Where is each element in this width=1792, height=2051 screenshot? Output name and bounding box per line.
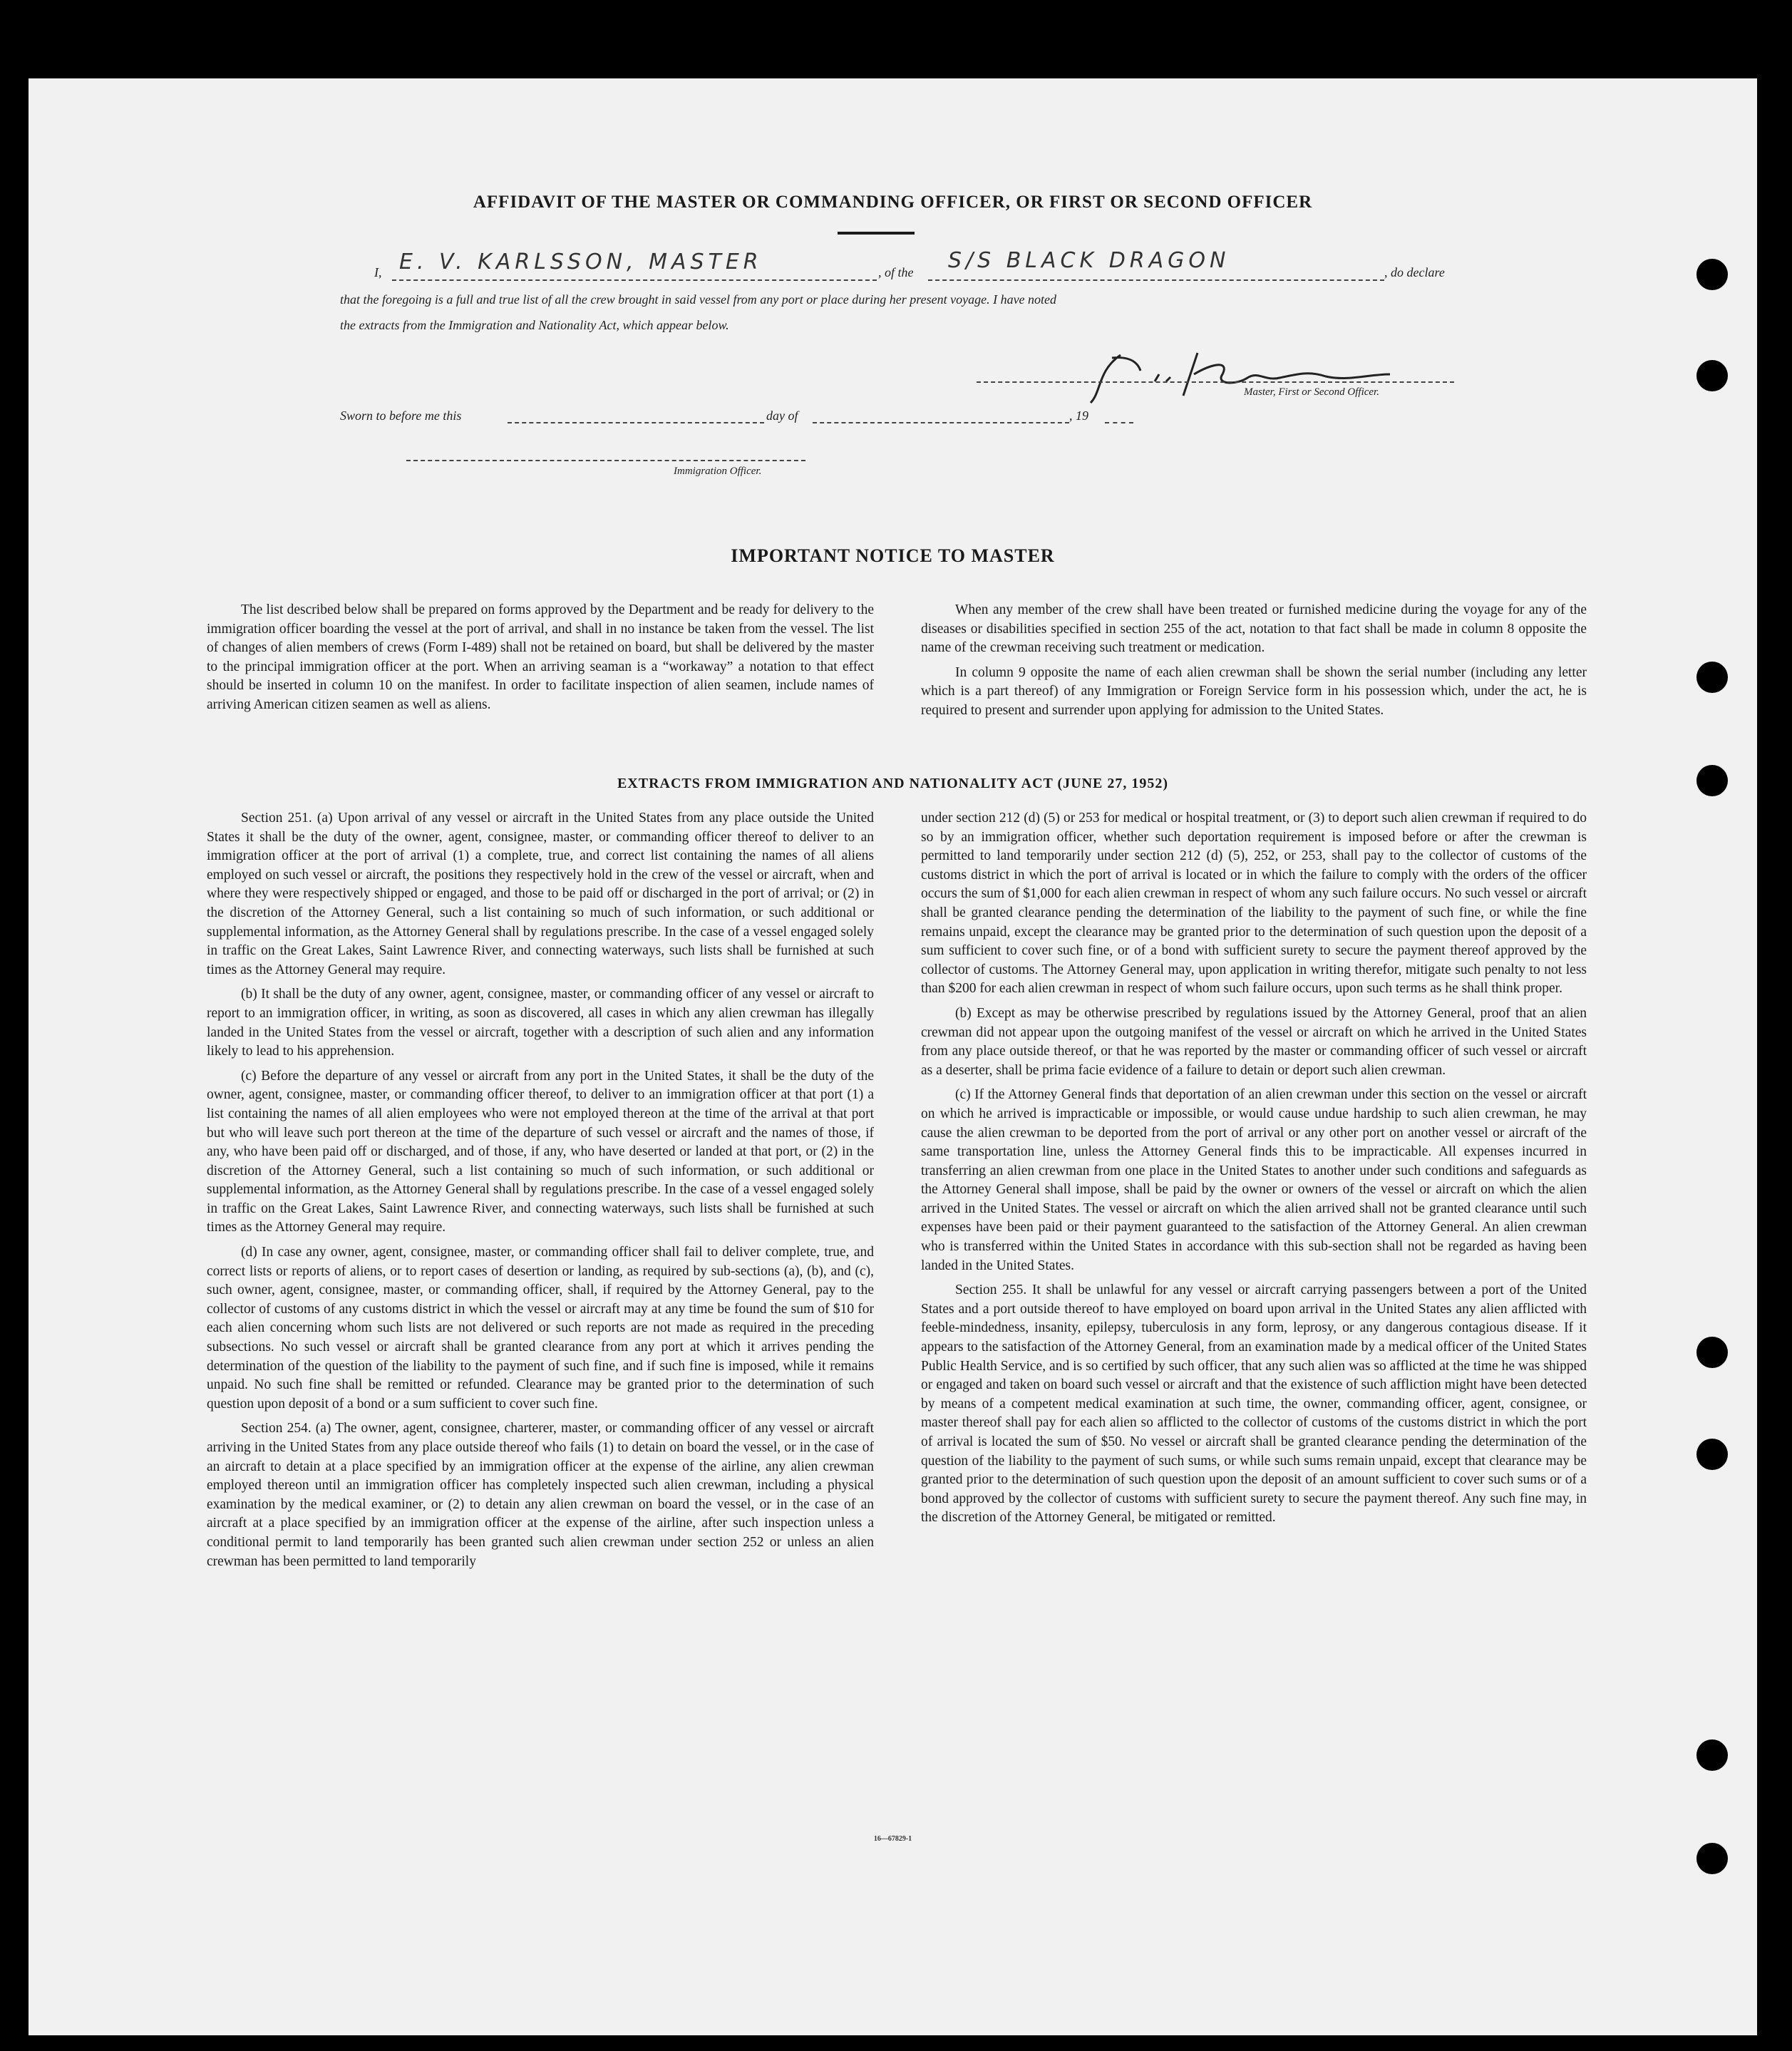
section-paragraph: (c) Before the departure of any vessel or aircraft from any port in the United States, it shall be the duty of the owner, agent, consignee, master, or commanding officer thereof, to deliver to an immigration officer at that port (1) a list containing the names of all alien employees who were not employed thereon at the time of the arrival at that port but who will leave such port thereon at the time of the departure of such vessel or aircraft and the names of those, if any, who have been paid off or discharged, and of those, if any, who have deserted or landed at that port, or (2) in the discretion of the Attorney General, such a list containing so much of such information, or such additional or supplemental information, as the Attorney General shall by regulations prescribe. In the case of a vessel engaged solely in traffic on the Great Lakes, Saint Lawrence River, and connecting waterways, such lists shall be furnished at such times as the Attorney General may require.: [207, 1068, 874, 1235]
sworn-year-line: [1105, 422, 1133, 423]
sworn-label: Sworn to before me this: [340, 408, 462, 423]
notice-title: IMPORTANT NOTICE TO MASTER: [731, 545, 1055, 566]
binder-hole: [1696, 1739, 1728, 1771]
section-paragraph: (b) Except as may be otherwise prescribed by regulations issued by the Attorney General, proof that an alien crewman did not appear upon the outgoing manifest of the vessel or aircraft on which he arrived in the United States from any place outside thereof, or that he was reported by the master or commanding officer of such vessel or aircraft as a deserter, shall be prima facie evidence of a failure to detain or deport such alien crewman.: [921, 1005, 1587, 1078]
signature-caption: Master, First or Second Officer.: [1244, 386, 1379, 398]
document-page: [29, 78, 1757, 2035]
officer-signature-line: [406, 460, 805, 461]
signature-line: [977, 381, 1454, 383]
name-line: [392, 279, 877, 281]
section-paragraph: Section 251. (a) Upon arrival of any vessel or aircraft in the United States from any place outside the United States it shall be the duty of the owner, agent, consignee, master, or commanding officer thereof to deliver to an immigration officer at the port of arrival (1) a complete, true, and correct list containing the names of all aliens employed on such vessel or aircraft, the positions they respectively hold in the crew of the vessel or aircraft, when and where they were respectively shipped or engaged, and those to be paid off or discharged in the port of arrival; or (2) in the discretion of the Attorney General, such a list containing so much of such information, or such additional or supplemental information, as the Attorney General shall by regulations prescribe. In the case of a vessel engaged solely in traffic on the Great Lakes, Saint Lawrence River, and connecting waterways, such lists shall be furnished at such times as the Attorney General may require.: [207, 811, 874, 977]
extracts-left-column: [207, 809, 874, 1577]
section-paragraph: (b) It shall be the duty of any owner, agent, consignee, master, or commanding officer of any vessel or aircraft to report to an immigration officer, in writing, as soon as discovered, all cases in which any alien crewman has illegally landed in the United States from the vessel or aircraft, together with a description of such alien and any information likely to lead to his apprehension.: [207, 987, 874, 1059]
statement-line-2: the extracts from the Immigration and Nationality Act, which appear below.: [340, 318, 729, 332]
binder-hole: [1696, 765, 1728, 796]
section-paragraph: (d) In case any owner, agent, consignee, master, or commanding officer shall fail to deliver complete, true, and correct lists or reports of aliens, or to report cases of desertion or landing, as required by sub-sections (a), (b), and (c), such owner, agent, consignee, master, or commanding officer, shall, if required by the Attorney General, pay to the collector of customs of any customs district in which the vessel or aircraft may at any time be found the sum of $10 for each alien concerning whom such lists are not delivered or such reports are not made as required in the preceding subsections. No such vessel or aircraft shall be granted clearance from any port at which it arrives pending the determination of the question of the liability to the payment of such fine, and if such fine is imposed, while it remains unpaid. No such fine shall be remitted or refunded. Clearance may be granted prior to the determination of such question upon deposit of a bond or a sum sufficient to cover such fine.: [207, 1245, 874, 1412]
binder-hole: [1696, 360, 1728, 391]
notice-left-column: [207, 601, 874, 721]
sworn-month-line: [813, 422, 1069, 423]
binder-hole: [1696, 1337, 1728, 1368]
notice-paragraph: The list described below shall be prepared on forms approved by the Department and be ready for delivery to the immigration officer boarding the vessel at the port of arrival, and shall in no instance be taken from the vessel. The list of changes of alien members of crews (Form I-489) shall not be retained on board, but shall be delivered by the master to the principal immigration officer at the port. When an arriving seaman is a “workaway” a notation to that effect should be inserted in column 10 on the manifest. In order to facilitate inspection of alien seamen, include names of arriving American citizen seamen as well as aliens.: [207, 602, 874, 712]
affidavit-title: AFFIDAVIT OF THE MASTER OR COMMANDING OFFICER, OR FIRST OR SECOND OFFICER: [473, 192, 1313, 212]
notice-paragraph: In column 9 opposite the name of each alien crewman shall be shown the serial number (including any letter which is a part thereof) of any Immigration or Foreign Service form in his possession which, under the act, he is required to present and surrender upon applying for admission to the United States.: [921, 664, 1587, 718]
day-of-label: day of: [766, 408, 798, 423]
binder-hole: [1696, 259, 1728, 290]
extracts-title: EXTRACTS FROM IMMIGRATION AND NATIONALITY ACT (JUNE 27, 1952): [617, 776, 1169, 791]
vessel-line: [928, 279, 1384, 281]
section-paragraph: under section 212 (d) (5) or 253 for medical or hospital treatment, or (3) to deport such alien crewman if required to do so by an immigration officer, whether such deportation requirement is imposed before or after the crewman is permitted to land temporarily under section 212 (d) (5), 252, or 253, shall pay to the collector of customs of the customs district in which the port of arrival is located or in which the failure to comply with the orders of the officer occurs the sum of $1,000 for each alien crewman in respect of whom any such failure occurs. No such vessel or aircraft shall be granted clearance pending the determination of the liability to the payment of such fine, or while the fine remains unpaid, except the clearance may be granted prior to the determination of such question upon the deposit of a sum sufficient to cover such fine, or of a bond with sufficient surety to secure the payment thereof approved by the collector of customs. The Attorney General may, upon application in writing therefor, mitigate such penalty to not less than $200 for each alien crewman in respect of whom such failure occurs, upon such terms as he shall think proper.: [921, 811, 1587, 997]
officer-caption: Immigration Officer.: [674, 466, 762, 477]
notice-paragraph: When any member of the crew shall have been treated or furnished medicine during the voyage for any of the diseases or disabilities specified in section 255 of the act, notation to that fact shall be made in column 8 opposite the name of the crewman receiving such treatment or medication.: [921, 602, 1587, 656]
extracts-right-column: [921, 809, 1587, 1533]
binder-hole: [1696, 1843, 1728, 1874]
form-code: 16—67829-1: [873, 1835, 912, 1843]
section-paragraph: Section 254. (a) The owner, agent, consignee, charterer, master, or commanding officer of any vessel or aircraft arriving in the United States from any place outside thereof who fails (1) to detain on board the vessel, or in the case of an aircraft to detain at a place specified by an immigration officer at the expense of the airline, any alien crewman employed thereon until an immigration officer has completely inspected such alien crewman, including a physical examination by the medical examiner, or (2) to detain any alien crewman on board the vessel, or in the case of an aircraft at a place specified by an immigration officer at the expense of the airline, after such inspection unless a conditional permit to land temporarily has been granted such alien crewman under section 252 or unless an alien crewman has been permitted to land temporarily: [207, 1421, 874, 1569]
notice-right-column: [921, 601, 1587, 726]
statement-line-1: that the foregoing is a full and true list of all the crew brought in said vessel from any port or place during her present voyage. I have noted: [340, 292, 1057, 307]
year-label: , 19: [1069, 408, 1088, 423]
section-paragraph: Section 255. It shall be unlawful for any vessel or aircraft carrying passengers between a port of the United States and a port outside thereof to have employed on board upon arrival in the United States any alien afflicted with feeble-mindedness, insanity, epilepsy, tuberculosis in any form, leprosy, or any dangerous contagious disease. If it appears to the satisfaction of the Attorney General, from an examination made by a medical officer of the United States Public Health Service, and is so certified by such officer, that any such alien was so afflicted at the time he was shipped or engaged and taken on board such vessel or aircraft and that the existence of such affliction might have been detected by means of a competent medical examination at such time, the owner, commanding officer, agent, consignee, or master thereof shall pay for each alien so afflicted to the collector of customs of the customs district in which the port of arrival is located the sum of $50. No vessel or aircraft shall be granted clearance pending the determination of the question of the liability to the payment of such sums, or while such sums remain unpaid, except that clearance may be granted prior to the determination of such question upon the deposit of an amount sufficient to cover such sums or of a bond approved by the collector of customs with sufficient surety to secure the payment thereof. Any such fine may, in the discretion of the Attorney General, be mitigated or remitted.: [921, 1282, 1587, 1526]
title-rule: [838, 232, 915, 235]
binder-hole: [1696, 1439, 1728, 1470]
binder-hole: [1696, 662, 1728, 693]
name-entry: E. V. KARLSSON, MASTER: [399, 250, 763, 274]
vessel-entry: S/S BLACK DRAGON: [948, 248, 1230, 273]
sworn-day-line: [508, 422, 764, 423]
do-declare-label: , do declare: [1384, 265, 1445, 279]
of-the-label: , of the: [878, 265, 914, 279]
i-label: I,: [374, 265, 382, 279]
section-paragraph: (c) If the Attorney General finds that deportation of an alien crewman under this section on the vessel or aircraft on which he arrived is impracticable or impossible, or would cause undue hardship to such alien crewman, he may cause the alien crewman to be deported from the port of arrival or any other port on another vessel or aircraft of the same transportation line, unless the Attorney General finds this to be impracticable. All expenses incurred in transferring an alien crewman from one place in the United States to another under such conditions and safeguards as the Attorney General shall impose, shall be paid by the owner or owners of the vessel or aircraft on which the alien arrived in the United States. The vessel or aircraft on which the alien arrived shall not be granted clearance until such expenses have been paid or their payment guaranteed to the satisfaction of the Attorney General. An alien crewman who is transferred within the United States in accordance with this sub-section shall not be regarded as having been landed in the United States.: [921, 1087, 1587, 1273]
